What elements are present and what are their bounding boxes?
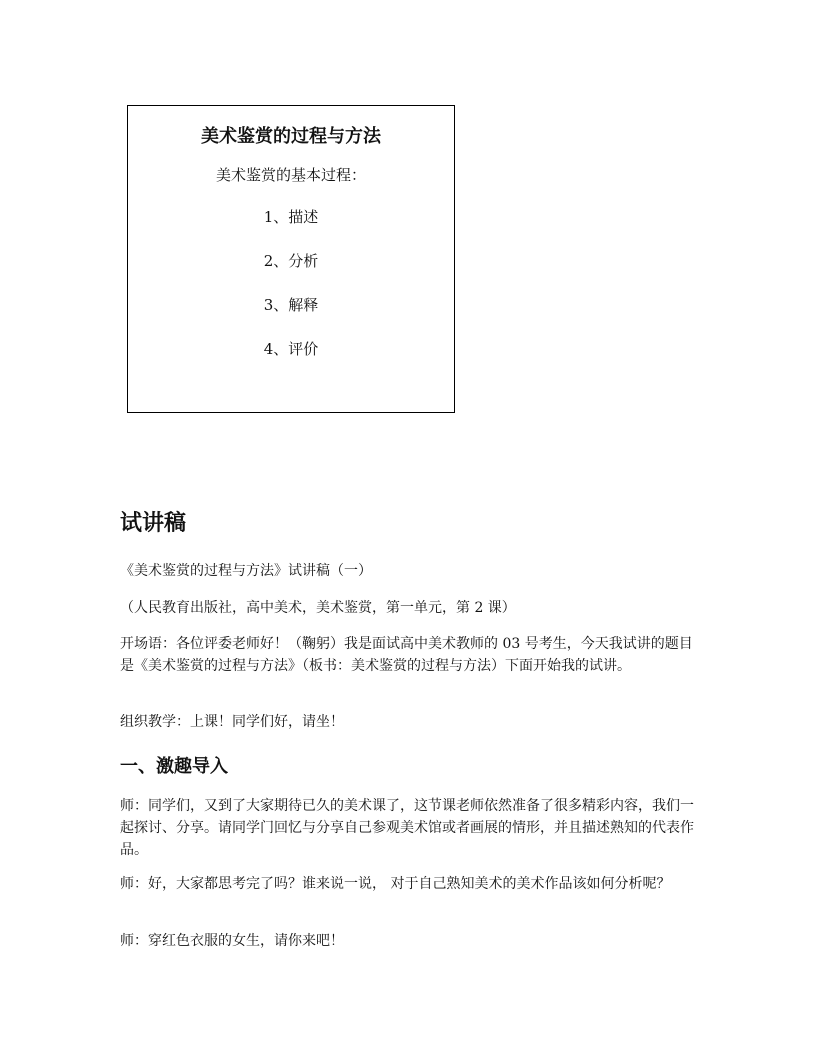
board-title: 美术鉴赏的过程与方法 — [201, 126, 381, 147]
board-subtitle: 美术鉴赏的基本过程： — [215, 166, 366, 184]
section-heading-intro: 一、激趣导入 — [120, 756, 228, 777]
lesson-source: （人民教育出版社，高中美术，美术鉴赏，第一单元，第 2 课） — [120, 600, 516, 616]
organize-paragraph: 组织教学：上课！同学们好，请坐！ — [120, 714, 344, 730]
teacher-paragraph-2: 师：好，大家都思考完了吗？谁来说一说， 对于自己熟知美术的美术作品该如何分析呢？ — [120, 876, 671, 892]
teacher-paragraph-3: 师：穿红色衣服的女生，请你来吧！ — [120, 933, 344, 949]
board-item-explain: 3、解释 — [263, 296, 319, 314]
board-item-evaluate: 4、评价 — [263, 340, 319, 358]
document-heading: 试讲稿 — [120, 511, 187, 536]
lesson-title: 《美术鉴赏的过程与方法》试讲稿（一） — [120, 563, 372, 579]
blackboard-summary-box — [127, 105, 455, 413]
teacher-paragraph-1: 师：同学们，又到了大家期待已久的美术课了，这节课老师依然准备了很多精彩内容，我们一起探讨、分享。请同学门回忆与分享自己参观美术馆或者画展的情形，并且描述熟知的代表作品。 — [120, 798, 694, 858]
opening-paragraph: 开场语：各位评委老师好！（鞠躬）我是面试高中美术教师的 03 号考生，今天我试讲的题目是《美术鉴赏的过程与方法》（板书：美术鉴赏的过程与方法）下面开始我的试讲。 — [120, 636, 693, 674]
board-item-describe: 1、描述 — [263, 208, 319, 226]
board-item-analyze: 2、分析 — [263, 252, 319, 270]
